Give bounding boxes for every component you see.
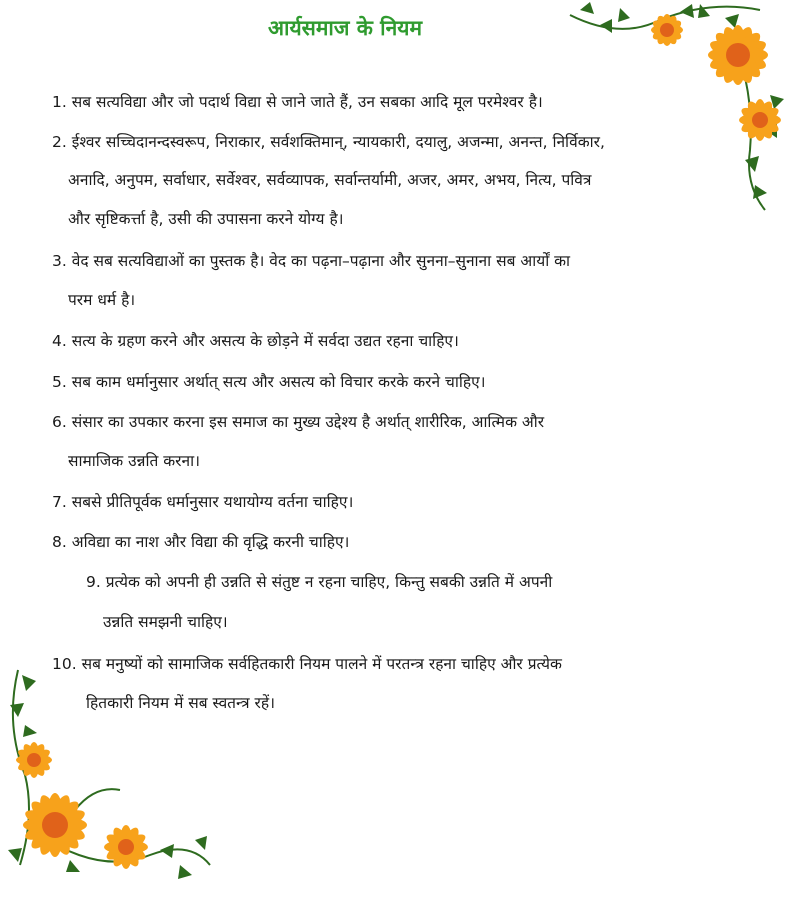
- rule-7: [52, 483, 353, 521]
- rule-text: अविद्या का नाश और विद्या की वृद्धि करनी चाहिए।: [71, 533, 350, 551]
- rule-number: 7.: [52, 493, 67, 511]
- rule-number: 10.: [52, 655, 77, 673]
- rule-6: [52, 403, 544, 441]
- rule-6-line-2: सामाजिक उन्नति करना।: [68, 452, 200, 470]
- rule-number: 6.: [52, 413, 67, 431]
- rule-text: सब काम धर्मानुसार अर्थात् सत्य और असत्य को विचार करके करने चाहिए।: [71, 373, 486, 391]
- rule-text: सब सत्यविद्या और जो पदार्थ विद्या से जाने जाते हैं, उन सबका आदि मूल परमेश्वर है।: [71, 93, 543, 111]
- rule-text: वेद सब सत्यविद्याओं का पुस्तक है। वेद का पढ़ना–पढ़ाना और सुनना–सुनाना सब आर्यों का: [71, 252, 571, 270]
- rule-text: सब मनुष्यों को सामाजिक सर्वहितकारी नियम पालने में परतन्त्र रहना चाहिए और प्रत्येक: [81, 655, 562, 673]
- rule-number: 9.: [86, 573, 101, 591]
- rule-number: 4.: [52, 332, 67, 350]
- rule-number: 2.: [52, 133, 67, 151]
- flower-corner-bottom-left: [0, 665, 220, 890]
- rule-text: प्रत्येक को अपनी ही उन्नति से संतुष्ट न रहना चाहिए, किन्तु सबकी उन्नति में अपनी: [105, 573, 553, 591]
- page-title: आर्यसमाज के नियम: [268, 16, 422, 40]
- rule-1: [52, 83, 543, 121]
- rule-8: [52, 523, 349, 561]
- rule-2-line-2: अनादि, अनुपम, सर्वाधार, सर्वेश्वर, सर्वव्यापक, सर्वान्तर्यामी, अजर, अमर, अभय, नित्य, पवित्र: [68, 171, 592, 189]
- rule-number: 3.: [52, 252, 67, 270]
- rule-text: सत्य के ग्रहण करने और असत्य के छोड़ने में सर्वदा उद्यत रहना चाहिए।: [71, 332, 459, 350]
- rule-text: सबसे प्रीतिपूर्वक धर्मानुसार यथायोग्य वर्तना चाहिए।: [71, 493, 354, 511]
- rule-3-line-2: परम धर्म है।: [68, 291, 136, 309]
- rule-5: [52, 363, 486, 401]
- rule-3: [52, 242, 570, 280]
- flower-corner-top-right: [560, 0, 790, 215]
- rule-9: [86, 563, 552, 601]
- rule-text: संसार का उपकार करना इस समाज का मुख्य उद्देश्य है अर्थात् शारीरिक, आत्मिक और: [71, 413, 545, 431]
- rule-9-line-2: उन्नति समझनी चाहिए।: [103, 613, 228, 631]
- rule-10-line-2: हितकारी नियम में सब स्वतन्त्र रहें।: [86, 694, 275, 712]
- rule-4: [52, 322, 459, 360]
- rule-number: 8.: [52, 533, 67, 551]
- rule-2-line-3: और सृष्टिकर्त्ता है, उसी की उपासना करने योग्य है।: [68, 210, 344, 228]
- rule-text: ईश्वर सच्चिदानन्दस्वरूप, निराकार, सर्वशक्तिमान्, न्यायकारी, दयालु, अजन्मा, अनन्त, निर्विकार,: [71, 133, 605, 151]
- rule-number: 5.: [52, 373, 67, 391]
- rule-2: [52, 123, 605, 161]
- rule-number: 1.: [52, 93, 67, 111]
